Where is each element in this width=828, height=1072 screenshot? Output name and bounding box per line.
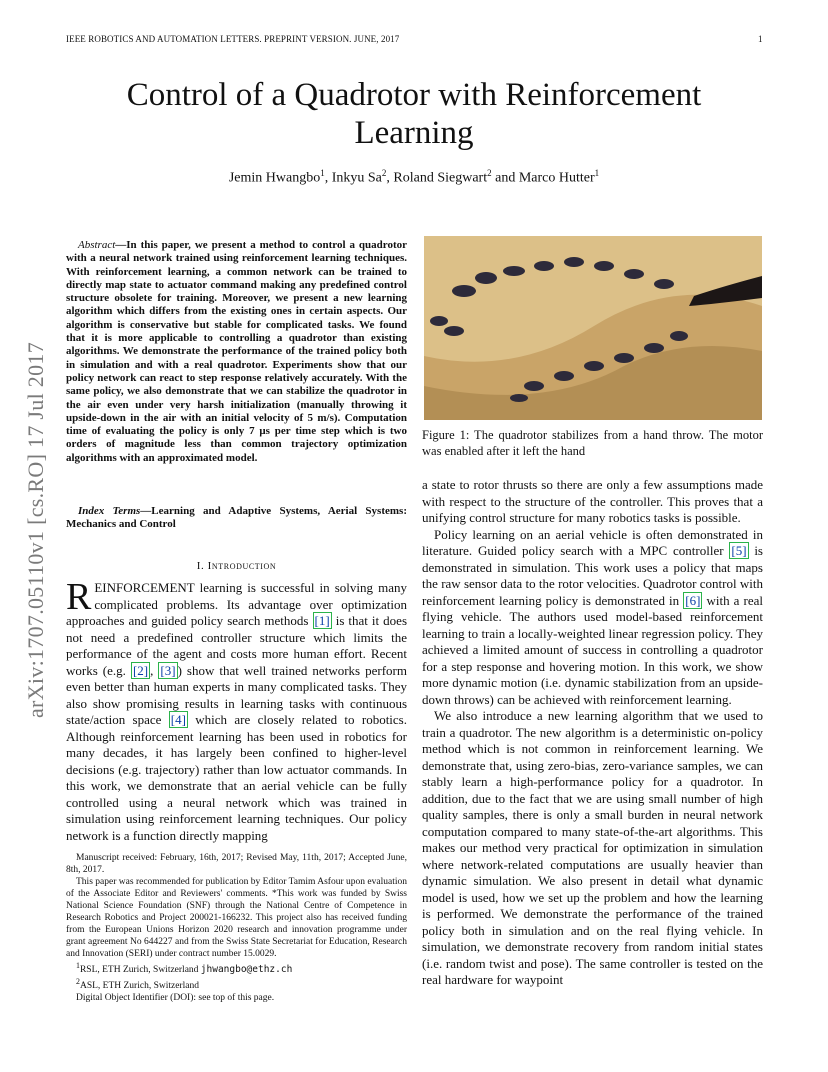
quadrotor-blur xyxy=(614,353,634,363)
author-affiliation-mark: 1 xyxy=(320,168,325,178)
quadrotor-blur xyxy=(510,394,528,402)
section-heading xyxy=(66,560,407,572)
intro-text: with a real flying vehicle. The authors used model-based reinforcement learning to train a locally-weighted linear regression policy. They achieved a limited amount of success in controlling a quadrotor for a step response and hovering motion. In this work, we show more dynamic motion (i.e. dynamic stabilization from an upside-down throws) can be achieved with reinforcement learning. xyxy=(422,592,763,707)
author-separator: and xyxy=(491,170,519,186)
citation-link[interactable]: [3] xyxy=(160,662,176,678)
author-name: Inkyu Sa xyxy=(331,170,382,186)
quadrotor-blur xyxy=(644,343,664,353)
intro-column-right xyxy=(422,477,763,989)
arxiv-stamp xyxy=(23,341,48,719)
author-separator: , xyxy=(386,170,394,186)
section-title: Introduction xyxy=(207,560,277,572)
quadrotor-blur xyxy=(554,371,574,381)
author-list xyxy=(66,168,762,187)
footnote-affiliation-2 xyxy=(66,976,407,992)
citation-link[interactable]: [2] xyxy=(132,662,149,678)
section-number: I. xyxy=(196,560,205,572)
quadrotor-blur xyxy=(654,279,674,289)
author-separator: , xyxy=(324,170,332,186)
abstract-label: Abstract xyxy=(78,239,116,251)
intro-text: Policy learning on an aerial vehicle is often demonstrated in literature. Guided policy search with a MPC controller xyxy=(422,526,763,558)
intro-caps: EINFORCEMENT xyxy=(94,580,195,595)
email-link[interactable]: jhwangbo@ethz.ch xyxy=(200,964,293,976)
citation-link[interactable]: [1] xyxy=(314,613,330,628)
citation-link[interactable]: [6] xyxy=(685,592,701,608)
intro-text: is demonstrated in simulation. This work uses a policy that maps the raw sensor data to the rotor velocities. Quadrotor control with reinforcement learning policy is demonstrated in xyxy=(422,543,763,608)
intro-text: , xyxy=(150,662,159,678)
quadrotor-throw-photo xyxy=(424,236,762,420)
author-affiliation-mark: 2 xyxy=(487,168,492,178)
index-terms xyxy=(66,505,407,532)
footnote-received: Manuscript received: February, 16th, 2017; Revised May, 11th, 2017; Accepted June, 8th, 2017. xyxy=(66,853,407,875)
affiliation-mark: 2 xyxy=(76,977,80,987)
intro-text: is that it does not need a predefined controller structure which limits the performance of the agent and costs more human effort. Recent works (e.g. xyxy=(66,613,407,678)
footnotes xyxy=(66,852,407,1004)
quadrotor-blur xyxy=(624,269,644,279)
figure-caption: Figure 1: The quadrotor stabilizes from a hand throw. The motor was enabled after it left the hand xyxy=(422,428,763,458)
paper-title: Control of a Quadrotor with Reinforcement Learning xyxy=(126,77,702,151)
quadrotor-blur xyxy=(452,285,476,297)
affiliation-text: ASL, ETH Zurich, Switzerland xyxy=(79,981,199,992)
quadrotor-blur xyxy=(584,361,604,371)
abstract xyxy=(66,239,407,465)
quadrotor-blur xyxy=(670,331,688,341)
author-affiliation-mark: 1 xyxy=(594,168,600,178)
footnote-affiliation-1 xyxy=(66,960,407,976)
quadrotor-blur xyxy=(503,266,525,276)
quadrotor-blur xyxy=(534,261,554,271)
footnote-recommended: This paper was recommended for publication by Editor Tamim Asfour upon evaluation of the Associate Editor and Reviewers' comments. *This work was funded by Swiss National Science Foundation (SNF) through the National Centre of Competence in Research Robotics and Project 200021-166232. This project also has received funding from the European Unions Horizon 2020 research and innovation programme under grant agreement No 644227 and from the Swiss State Secretariat for Education, Research and Innovation (SERI) under contract number 15.0029. xyxy=(66,877,407,959)
index-terms-text: —Learning and Adaptive Systems, Aerial Systems: Mechanics and Control xyxy=(66,505,407,531)
author-affiliation-mark: 2 xyxy=(381,168,387,178)
quadrotor-blur xyxy=(475,272,497,284)
citation-link[interactable]: [5] xyxy=(731,543,747,558)
intro-text: ) show that well trained networks perform even better than human experts in many complicated tasks. They also show promising results in learning tasks with continuous state/action space xyxy=(66,662,407,727)
intro-paragraph: a state to rotor thrusts so there are only a few assumptions made with respect to the structure of the controller. This proves that a unifying control structure for many robotics tasks is possible. xyxy=(422,477,763,525)
citation-link[interactable]: [4] xyxy=(170,712,186,727)
quadrotor-blur xyxy=(594,261,614,271)
quadrotor-blur xyxy=(564,257,584,267)
page-number: 1 xyxy=(758,34,763,44)
drop-cap: R xyxy=(66,576,92,618)
quadrotor-blur xyxy=(430,316,448,326)
quadrotor-blur xyxy=(524,381,544,391)
intro-text: learning is successful in solving many complicated problems. Its advantage over optimization approaches and guided policy search methods xyxy=(66,580,407,628)
intro-text: which are closely related to robotics. Although reinforcement learning has been used in robotics for many decades, it has largely been confined to higher-level decisions (e.g. trajectory) rather than low actuator commands. In this work, we demonstrate that an aerial vehicle can be fully controlled using a neural network which was trained in simulation using reinforcement learning techniques. Our policy network is a function directly mapping xyxy=(66,712,407,843)
author-name: Marco Hutter xyxy=(518,170,595,186)
intro-paragraph-left xyxy=(66,576,407,844)
footnote-doi: Digital Object Identifier (DOI): see top of this page. xyxy=(76,993,275,1004)
intro-paragraph: We also introduce a new learning algorithm that we used to train a quadrotor. The new algorithm is a deterministic on-policy method which is not common in reinforcement learning. We demonstrate that, using zero-bias, zero-variance samples, we can stably learn a high-performance policy for a quadrotor. In addition, due to the fact that we are using small number of high quality samples, there is only a small burden in neural network computation compared to many state-of-the-art algorithms. This makes our method very practical for optimization in simulation where network-related computations are usually heavier than dynamic simulation. We also present in detail what dynamic model is used, how we set up the problem and how the learning is performed. We demonstrate the performance of the trained policy both in simulation and on the real flying vehicle. In simulation, we demonstrate recovery from random initial states (i.e. random twist and pose). The same controller is tested on the real hardware for waypoint xyxy=(422,708,763,987)
figure-photo xyxy=(424,236,762,420)
affiliation-text: RSL, ETH Zurich, Switzerland xyxy=(79,965,201,976)
arxiv-id: arXiv:1707.05110v1 [cs.RO] 17 Jul 2017 xyxy=(23,341,48,719)
author-name: Roland Siegwart xyxy=(393,170,488,186)
quadrotor-blur xyxy=(444,326,464,336)
abstract-text: —In this paper, we present a method to control a quadrotor with a neural network trained using reinforcement learning techniques. With reinforcement learning, a common network can be trained to directly map state to actuator command making any predefined control structure obsolete for training. Moreover, we present a new learning algorithm which differs from the existing ones in certain aspects. Our algorithm is conservative but stable for complicated tasks. We found that it is more applicable to controlling a quadrotor than existing algorithms. We demonstrate the performance of the trained policy both in simulation and with a real quadrotor. Experiments show that our policy network can react to step response relatively accurately. With the same policy, we also demonstrate that we can stabilize the quadrotor in the air even under very harsh initialization (manually throwing it upside-down in the air with an initial velocity of 5 m/s). Computation time of evaluating the policy is only 7 μs per time step which is two orders of magnitude less than common trajectory optimization algorithms with an approximated model. xyxy=(66,239,407,464)
author-name: Jemin Hwangbo xyxy=(228,170,321,186)
running-header: IEEE ROBOTICS AND AUTOMATION LETTERS. PREPRINT VERSION. JUNE, 2017 xyxy=(66,34,400,44)
affiliation-mark: 1 xyxy=(76,961,80,970)
index-terms-label: Index Terms xyxy=(78,505,141,517)
intro-paragraph xyxy=(422,527,763,709)
